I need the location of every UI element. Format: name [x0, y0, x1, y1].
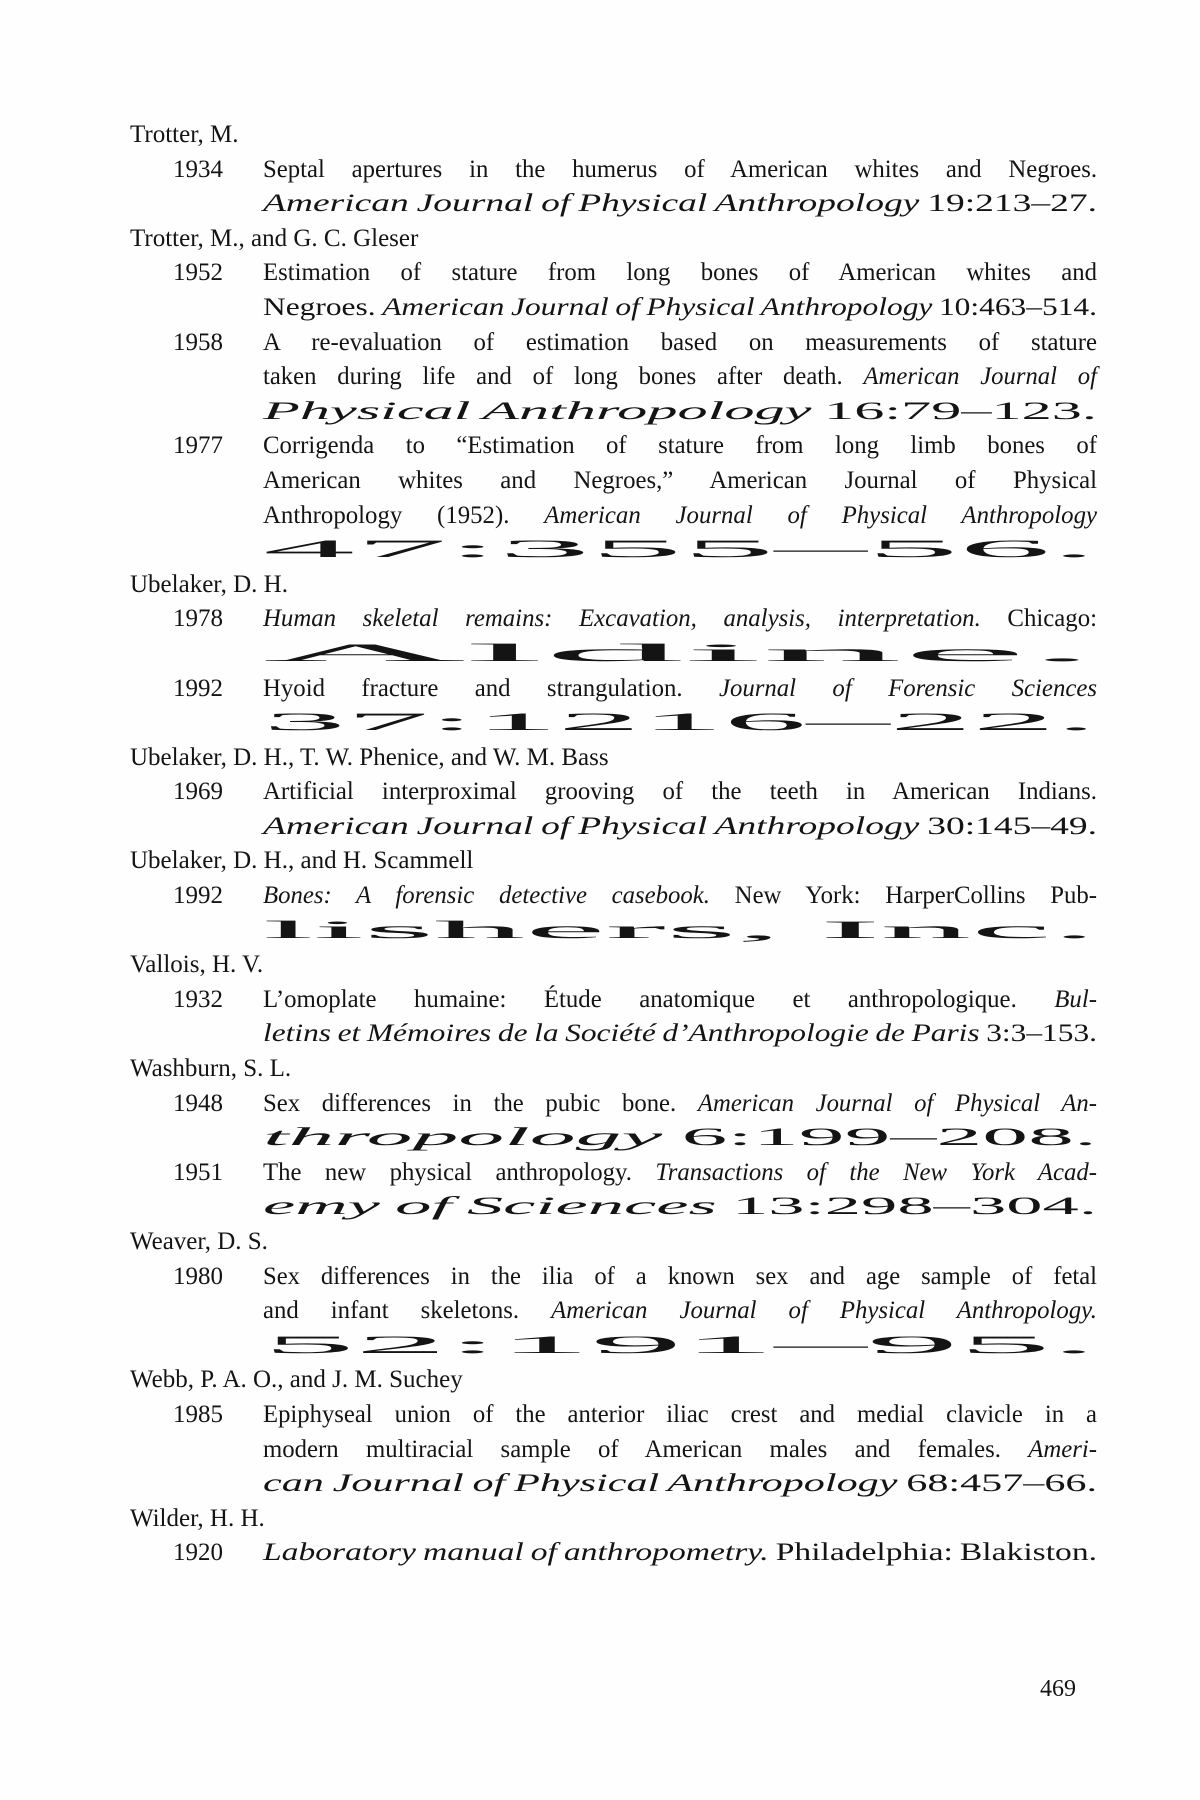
text-segment: L’omoplate humaine: Étude anatomique et anthropologique. [263, 985, 1055, 1013]
text-segment: Estimation of stature from long bones of American whites and [263, 259, 1097, 287]
text-segment: Philadelphia: Blakiston. [768, 1539, 1097, 1567]
reference-year: 1978 [173, 605, 223, 633]
italic-title-segment: Journal of Forensic Sciences [718, 674, 1097, 702]
reference-entry [130, 1087, 1098, 1156]
reference-group [130, 1502, 1098, 1571]
reference-text-line [263, 983, 1097, 1018]
reference-text-line [263, 1294, 1097, 1329]
page-number: 469 [1040, 1676, 1076, 1702]
reference-year: 1969 [173, 778, 223, 806]
reference-text-line [263, 1121, 1098, 1156]
reference-entry [130, 1156, 1098, 1225]
text-segment: 37:1216–22. [263, 709, 1097, 737]
reference-text-line [263, 706, 1098, 741]
reference-text-line [263, 1398, 1097, 1433]
text-segment: Septal apertures in the humerus of American whites and Negroes. [263, 155, 1097, 183]
italic-title-segment: American Journal of Physical Anthropology [544, 501, 1097, 529]
italic-title-segment: American Journal of Physical Anthropology [382, 293, 933, 321]
reference-text-line [263, 602, 1097, 637]
reference-year: 1958 [173, 328, 223, 356]
reference-entry [130, 256, 1098, 325]
text-segment: 13:298–304. [716, 1193, 1097, 1221]
reference-text-line [263, 637, 1098, 672]
text-segment: Anthropology (1952). [263, 501, 545, 529]
reference-group [130, 568, 1098, 741]
reference-year: 1934 [173, 155, 223, 183]
italic-title-segment: Bul- [1054, 985, 1097, 1013]
reference-entry [130, 775, 1098, 844]
reference-text-line [263, 360, 1097, 395]
reference-author: Webb, P. A. O., and J. M. Suchey [130, 1366, 463, 1394]
reference-group [130, 222, 1098, 568]
italic-title-segment: Ameri- [1028, 1435, 1097, 1463]
reference-group [130, 741, 1098, 845]
reference-group [130, 118, 1098, 222]
reference-group [130, 1052, 1098, 1225]
reference-year: 1992 [173, 882, 223, 910]
text-segment: Corrigenda to “Estimation of stature from long limb bones of [263, 432, 1097, 460]
text-segment: 16:79–123. [811, 397, 1097, 425]
text-segment: taken during life and of long bones after death. [263, 363, 864, 391]
reference-text-line [263, 1260, 1097, 1295]
reference-year: 1920 [173, 1539, 223, 1567]
text-segment: New York: HarperCollins Pub- [709, 882, 1097, 910]
reference-year: 1932 [173, 985, 223, 1013]
reference-entry [130, 879, 1098, 948]
reference-year: 1977 [173, 432, 223, 460]
reference-text-line [263, 429, 1097, 464]
reference-year: 1992 [173, 674, 223, 702]
reference-author: Washburn, S. L. [130, 1055, 292, 1083]
italic-title-segment: American Journal of Physical Anthropology [263, 190, 920, 218]
reference-text-line [263, 672, 1097, 707]
text-segment: Sex differences in the pubic bone. [263, 1089, 698, 1117]
reference-author: Trotter, M. [130, 121, 239, 148]
italic-title-segment: emy of Sciences [263, 1193, 717, 1221]
reference-text-line [263, 1329, 1098, 1364]
reference-text-line [263, 1156, 1097, 1191]
text-segment: 30:145–49. [919, 812, 1097, 840]
reference-text-line [263, 499, 1097, 534]
reference-group [130, 1225, 1098, 1363]
italic-title-segment: American Journal of [863, 363, 1097, 391]
reference-text-line [263, 256, 1097, 291]
reference-text-line [263, 153, 1097, 188]
reference-text-line [263, 810, 1098, 845]
reference-text-line [263, 1190, 1098, 1225]
text-segment: lishers, Inc. [263, 916, 1097, 944]
reference-text-line [263, 1087, 1097, 1122]
reference-text-line [263, 879, 1097, 914]
text-segment: Epiphyseal union of the anterior iliac crest and medial clavicle in a [263, 1400, 1097, 1428]
reference-text-line [263, 533, 1098, 568]
reference-group [130, 1363, 1098, 1501]
text-segment: 10:463–514. [932, 293, 1097, 321]
reference-entry [130, 326, 1098, 430]
text-segment: 6:199–208. [662, 1124, 1097, 1152]
text-segment: Chicago: [980, 605, 1097, 633]
text-segment: 47:355–56. [263, 536, 1097, 564]
reference-text-line [263, 1536, 1098, 1571]
reference-text-line [263, 775, 1097, 810]
text-segment: Sex differences in the ilia of a known sex and age sample of fetal [263, 1262, 1097, 1290]
reference-text-line [263, 1017, 1098, 1052]
reference-text-line [263, 326, 1097, 361]
italic-title-segment: Human skeletal remains: Excavation, analysis, interpretation. [263, 605, 981, 633]
reference-text-line [263, 1433, 1097, 1468]
reference-author: Ubelaker, D. H., T. W. Phenice, and W. M. Bass [130, 743, 609, 771]
text-segment: A re-evaluation of estimation based on measurements of stature [263, 328, 1097, 356]
reference-entry [130, 602, 1098, 671]
text-segment: modern multiracial sample of American males and females. [263, 1435, 1029, 1463]
italic-title-segment: Physical Anthropology [263, 397, 812, 425]
reference-list [130, 118, 1098, 1571]
italic-title-segment: thropology [263, 1124, 663, 1152]
reference-text-line [263, 464, 1097, 499]
reference-author: Vallois, H. V. [130, 951, 264, 979]
reference-author: Trotter, M., and G. C. Gleser [130, 224, 419, 252]
italic-title-segment: Laboratory manual of anthropometry. [263, 1539, 769, 1567]
reference-author: Weaver, D. S. [130, 1228, 268, 1255]
text-segment: Negroes. [263, 293, 383, 321]
text-segment: Hyoid fracture and strangulation. [263, 674, 719, 702]
text-segment: The new physical anthropology. [263, 1158, 656, 1186]
reference-entry [130, 672, 1098, 741]
text-segment: Aldine. [263, 639, 1097, 667]
reference-text-line [263, 291, 1098, 326]
reference-entry [130, 429, 1098, 567]
reference-text-line [263, 187, 1098, 222]
italic-title-segment: American Journal of Physical An- [697, 1089, 1097, 1117]
reference-author: Ubelaker, D. H., and H. Scammell [130, 847, 474, 875]
text-segment: 52:191–95. [263, 1331, 1097, 1359]
reference-year: 1952 [173, 259, 223, 287]
reference-text-line [263, 395, 1098, 430]
text-segment: 68:457–66. [897, 1470, 1097, 1498]
reference-entry [130, 1536, 1098, 1571]
italic-title-segment: Transactions of the New York Acad- [655, 1158, 1097, 1186]
italic-title-segment: letins et Mémoires de la Société d’Anthropologie de Paris [263, 1020, 980, 1048]
italic-title-segment: American Journal of Physical Anthropology. [551, 1297, 1097, 1325]
reference-entry [130, 1398, 1098, 1502]
reference-text-line [263, 914, 1098, 949]
reference-year: 1985 [173, 1400, 223, 1428]
text-segment: and infant skeletons. [263, 1297, 552, 1325]
italic-title-segment: can Journal of Physical Anthropology [263, 1470, 898, 1498]
reference-year: 1980 [173, 1262, 223, 1290]
reference-entry [130, 1260, 1098, 1364]
text-segment: 3:3–153. [979, 1020, 1097, 1048]
text-segment: American whites and Negroes,” American Journal of Physical [263, 466, 1097, 494]
text-segment: Artificial interproximal grooving of the teeth in American Indians. [263, 778, 1097, 806]
reference-group [130, 948, 1098, 1052]
reference-author: Ubelaker, D. H. [130, 570, 288, 598]
reference-entry [130, 153, 1098, 222]
reference-year: 1948 [173, 1089, 223, 1117]
reference-author: Wilder, H. H. [130, 1504, 265, 1532]
italic-title-segment: Bones: A forensic detective casebook. [263, 882, 710, 910]
reference-entry [130, 983, 1098, 1052]
italic-title-segment: American Journal of Physical Anthropology [263, 812, 920, 840]
text-segment: 19:213–27. [919, 190, 1097, 218]
reference-text-line [263, 1467, 1098, 1502]
reference-group [130, 844, 1098, 948]
reference-year: 1951 [173, 1158, 223, 1186]
